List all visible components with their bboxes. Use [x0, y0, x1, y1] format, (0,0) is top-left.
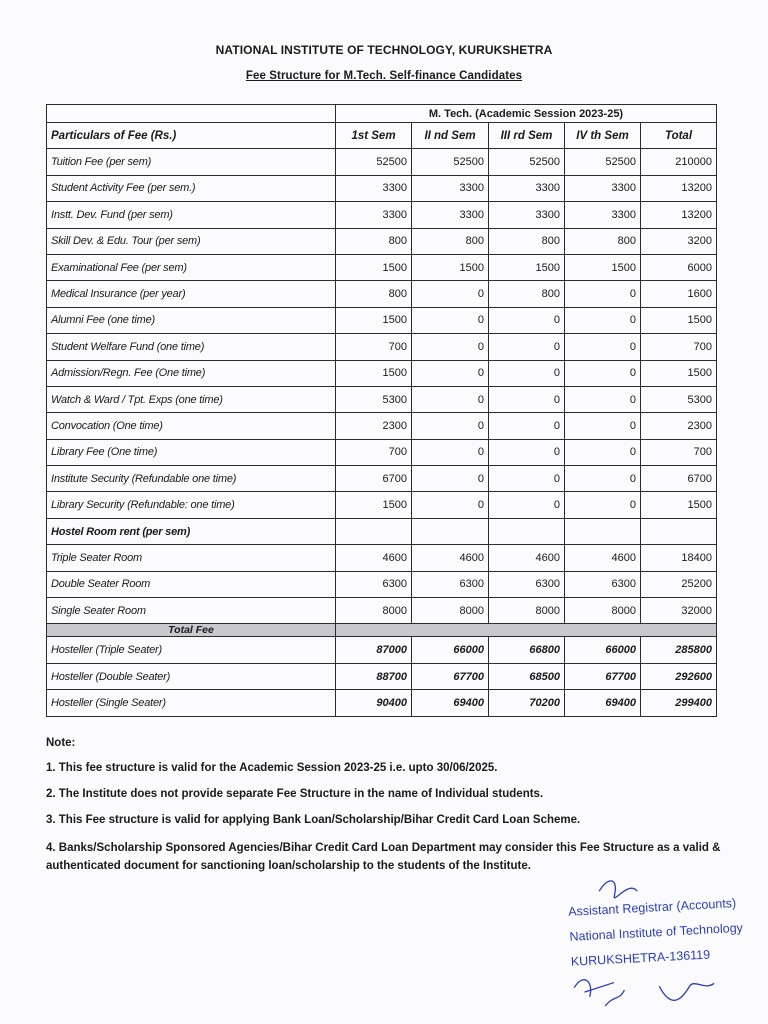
fee-total-cell: 299400 [641, 690, 717, 716]
fee-sem-cell: 3300 [412, 202, 489, 228]
fee-particular: Single Seater Room [47, 598, 336, 624]
fee-total-cell: 1500 [641, 360, 717, 386]
official-stamp [558, 863, 766, 1023]
fee-sem-cell: 52500 [336, 149, 412, 175]
fee-sem-cell: 6300 [412, 571, 489, 597]
fee-sem-cell: 52500 [565, 149, 641, 175]
fee-particular: Hosteller (Triple Seater) [47, 637, 336, 663]
fee-row [47, 334, 717, 360]
fee-sem-cell: 800 [565, 228, 641, 254]
fee-particular: Student Activity Fee (per sem.) [47, 175, 336, 201]
fee-total-cell: 1500 [641, 307, 717, 333]
fee-sem-cell: 800 [336, 228, 412, 254]
fee-sem-cell: 52500 [412, 149, 489, 175]
hostel-heading-row [47, 518, 717, 544]
band-fill [336, 624, 717, 637]
fee-row [47, 360, 717, 386]
fee-sem-cell: 1500 [489, 254, 565, 280]
fee-row [47, 149, 717, 175]
hostel-row [47, 598, 717, 624]
fee-total-cell: 25200 [641, 571, 717, 597]
fee-particular: Library Fee (One time) [47, 439, 336, 465]
fee-particular: Student Welfare Fund (one time) [47, 334, 336, 360]
fee-sem-cell: 5300 [336, 386, 412, 412]
col-header-particulars: Particulars of Fee (Rs.) [47, 123, 336, 149]
fee-sem-cell: 90400 [336, 690, 412, 716]
total-fee-label: Total Fee [47, 624, 336, 637]
fee-particular: Examinational Fee (per sem) [47, 254, 336, 280]
fee-sem-cell: 700 [336, 439, 412, 465]
fee-total-cell: 5300 [641, 386, 717, 412]
fee-sem-cell: 0 [565, 281, 641, 307]
fee-sem-cell: 4600 [336, 545, 412, 571]
fee-sem-cell: 0 [565, 413, 641, 439]
fee-sem-cell: 6700 [336, 466, 412, 492]
fee-sem-cell: 0 [565, 360, 641, 386]
empty-cell [565, 518, 641, 544]
fee-total-cell: 6000 [641, 254, 717, 280]
fee-sem-cell: 3300 [412, 175, 489, 201]
fee-sem-cell: 1500 [565, 254, 641, 280]
fee-sem-cell: 0 [412, 360, 489, 386]
empty-cell [336, 518, 412, 544]
note-item: 4. Banks/Scholarship Sponsored Agencies/Bihar Credit Card Loan Department may consider this Fee Structure as a valid & authenticated document for sanctioning loan/scholarship to the students of the Institute. [46, 842, 721, 872]
fee-sem-cell: 1500 [412, 254, 489, 280]
fee-sem-cell: 0 [565, 386, 641, 412]
fee-sem-cell: 3300 [489, 202, 565, 228]
col-header-total: Total [641, 123, 717, 149]
empty-cell [489, 518, 565, 544]
fee-sem-cell: 0 [412, 439, 489, 465]
fee-particular: Triple Seater Room [47, 545, 336, 571]
signature-mark [558, 863, 766, 1023]
empty-cell [412, 518, 489, 544]
hostel-heading: Hostel Room rent (per sem) [47, 518, 336, 544]
fee-sem-cell: 800 [412, 228, 489, 254]
fee-sem-cell: 0 [565, 307, 641, 333]
fee-sem-cell: 800 [336, 281, 412, 307]
fee-sem-cell: 69400 [565, 690, 641, 716]
blank-cell [47, 105, 336, 123]
fee-sem-cell: 8000 [565, 598, 641, 624]
fee-sem-cell: 67700 [565, 663, 641, 689]
fee-sem-cell: 1500 [336, 360, 412, 386]
fee-row [47, 492, 717, 518]
fee-sem-cell: 4600 [412, 545, 489, 571]
fee-sem-cell: 52500 [489, 149, 565, 175]
fee-sem-cell: 3300 [565, 175, 641, 201]
stamp-line-institute: National Institute of Technology [569, 920, 744, 944]
fee-row [47, 175, 717, 201]
total-row [47, 637, 717, 663]
fee-sem-cell: 0 [489, 492, 565, 518]
empty-cell [641, 518, 717, 544]
fee-sem-cell: 4600 [565, 545, 641, 571]
fee-structure-subtitle: Fee Structure for M.Tech. Self-finance Candidates [245, 70, 523, 82]
fee-sem-cell: 66800 [489, 637, 565, 663]
fee-sem-cell: 3300 [336, 202, 412, 228]
fee-row [47, 439, 717, 465]
fee-sem-cell: 6300 [336, 571, 412, 597]
fee-sem-cell: 0 [565, 466, 641, 492]
fee-particular: Convocation (One time) [47, 413, 336, 439]
fee-particular: Library Security (Refundable: one time) [47, 492, 336, 518]
total-row [47, 663, 717, 689]
fee-total-cell: 2300 [641, 413, 717, 439]
fee-sem-cell: 0 [489, 360, 565, 386]
fee-sem-cell: 0 [412, 307, 489, 333]
fee-row [47, 307, 717, 333]
session-label: M. Tech. (Academic Session 2023-25) [336, 105, 717, 123]
note-item: 1. This fee structure is valid for the Academic Session 2023-25 i.e. upto 30/06/2025. [46, 762, 498, 774]
fee-sem-cell: 70200 [489, 690, 565, 716]
fee-sem-cell: 800 [489, 228, 565, 254]
fee-sem-cell: 1500 [336, 254, 412, 280]
fee-total-cell: 285800 [641, 637, 717, 663]
fee-sem-cell: 68500 [489, 663, 565, 689]
session-row [47, 105, 717, 123]
fee-particular: Double Seater Room [47, 571, 336, 597]
header-row [47, 123, 717, 149]
fee-particular: Watch & Ward / Tpt. Exps (one time) [47, 386, 336, 412]
note-item: 2. The Institute does not provide separate Fee Structure in the name of Individual students. [46, 788, 544, 800]
fee-sem-cell: 3300 [489, 175, 565, 201]
fee-sem-cell: 0 [412, 492, 489, 518]
fee-sem-cell: 2300 [336, 413, 412, 439]
fee-row [47, 466, 717, 492]
fee-row [47, 386, 717, 412]
fee-particular: Admission/Regn. Fee (One time) [47, 360, 336, 386]
fee-sem-cell: 67700 [412, 663, 489, 689]
fee-sem-cell: 0 [489, 439, 565, 465]
fee-particular: Alumni Fee (one time) [47, 307, 336, 333]
note-item: 3. This Fee structure is valid for applying Bank Loan/Scholarship/Bihar Credit Card Loan Scheme. [46, 814, 581, 826]
fee-sem-cell: 0 [565, 334, 641, 360]
fee-total-cell: 13200 [641, 175, 717, 201]
fee-particular: Medical Insurance (per year) [47, 281, 336, 307]
fee-particular: Hosteller (Single Seater) [47, 690, 336, 716]
fee-particular: Hosteller (Double Seater) [47, 663, 336, 689]
fee-table [46, 104, 717, 717]
fee-sem-cell: 3300 [565, 202, 641, 228]
col-header-sem2: II nd Sem [412, 123, 489, 149]
fee-sem-cell: 800 [489, 281, 565, 307]
fee-sem-cell: 0 [489, 307, 565, 333]
hostel-row [47, 571, 717, 597]
fee-sem-cell: 0 [412, 413, 489, 439]
total-fee-band [47, 624, 717, 637]
fee-total-cell: 1500 [641, 492, 717, 518]
fee-row [47, 254, 717, 280]
fee-particular: Instt. Dev. Fund (per sem) [47, 202, 336, 228]
fee-row [47, 228, 717, 254]
fee-total-cell: 700 [641, 439, 717, 465]
fee-sem-cell: 0 [489, 466, 565, 492]
fee-sem-cell: 0 [489, 413, 565, 439]
col-header-sem1: 1st Sem [336, 123, 412, 149]
fee-particular: Institute Security (Refundable one time) [47, 466, 336, 492]
fee-sem-cell: 8000 [336, 598, 412, 624]
fee-sem-cell: 4600 [489, 545, 565, 571]
fee-sem-cell: 3300 [336, 175, 412, 201]
fee-total-cell: 210000 [641, 149, 717, 175]
fee-sem-cell: 0 [565, 492, 641, 518]
fee-total-cell: 13200 [641, 202, 717, 228]
col-header-sem3: III rd Sem [489, 123, 565, 149]
fee-sem-cell: 88700 [336, 663, 412, 689]
stamp-line-address: KURUKSHETRA-136119 [570, 947, 711, 969]
fee-sem-cell: 6300 [565, 571, 641, 597]
fee-sem-cell: 0 [412, 281, 489, 307]
fee-sem-cell: 0 [412, 386, 489, 412]
hostel-row [47, 545, 717, 571]
fee-total-cell: 292600 [641, 663, 717, 689]
fee-particular: Tuition Fee (per sem) [47, 149, 336, 175]
fee-row [47, 413, 717, 439]
fee-total-cell: 700 [641, 334, 717, 360]
fee-sem-cell: 1500 [336, 492, 412, 518]
col-header-sem4: IV th Sem [565, 123, 641, 149]
fee-sem-cell: 0 [489, 386, 565, 412]
fee-total-cell: 6700 [641, 466, 717, 492]
total-row [47, 690, 717, 716]
fee-row [47, 281, 717, 307]
fee-sem-cell: 0 [412, 466, 489, 492]
institute-title: NATIONAL INSTITUTE OF TECHNOLOGY, KURUKSHETRA [215, 43, 553, 57]
fee-sem-cell: 0 [489, 334, 565, 360]
fee-total-cell: 3200 [641, 228, 717, 254]
fee-sem-cell: 8000 [489, 598, 565, 624]
notes-heading: Note: [46, 737, 76, 749]
stamp-line-designation: Assistant Registrar (Accounts) [567, 896, 737, 919]
fee-row [47, 202, 717, 228]
fee-sem-cell: 1500 [336, 307, 412, 333]
fee-sem-cell: 700 [336, 334, 412, 360]
fee-sem-cell: 8000 [412, 598, 489, 624]
fee-sem-cell: 66000 [565, 637, 641, 663]
fee-sem-cell: 69400 [412, 690, 489, 716]
fee-particular: Skill Dev. & Edu. Tour (per sem) [47, 228, 336, 254]
fee-total-cell: 18400 [641, 545, 717, 571]
fee-total-cell: 1600 [641, 281, 717, 307]
fee-sem-cell: 0 [565, 439, 641, 465]
fee-total-cell: 32000 [641, 598, 717, 624]
fee-sem-cell: 66000 [412, 637, 489, 663]
fee-sem-cell: 6300 [489, 571, 565, 597]
fee-sem-cell: 87000 [336, 637, 412, 663]
fee-sem-cell: 0 [412, 334, 489, 360]
